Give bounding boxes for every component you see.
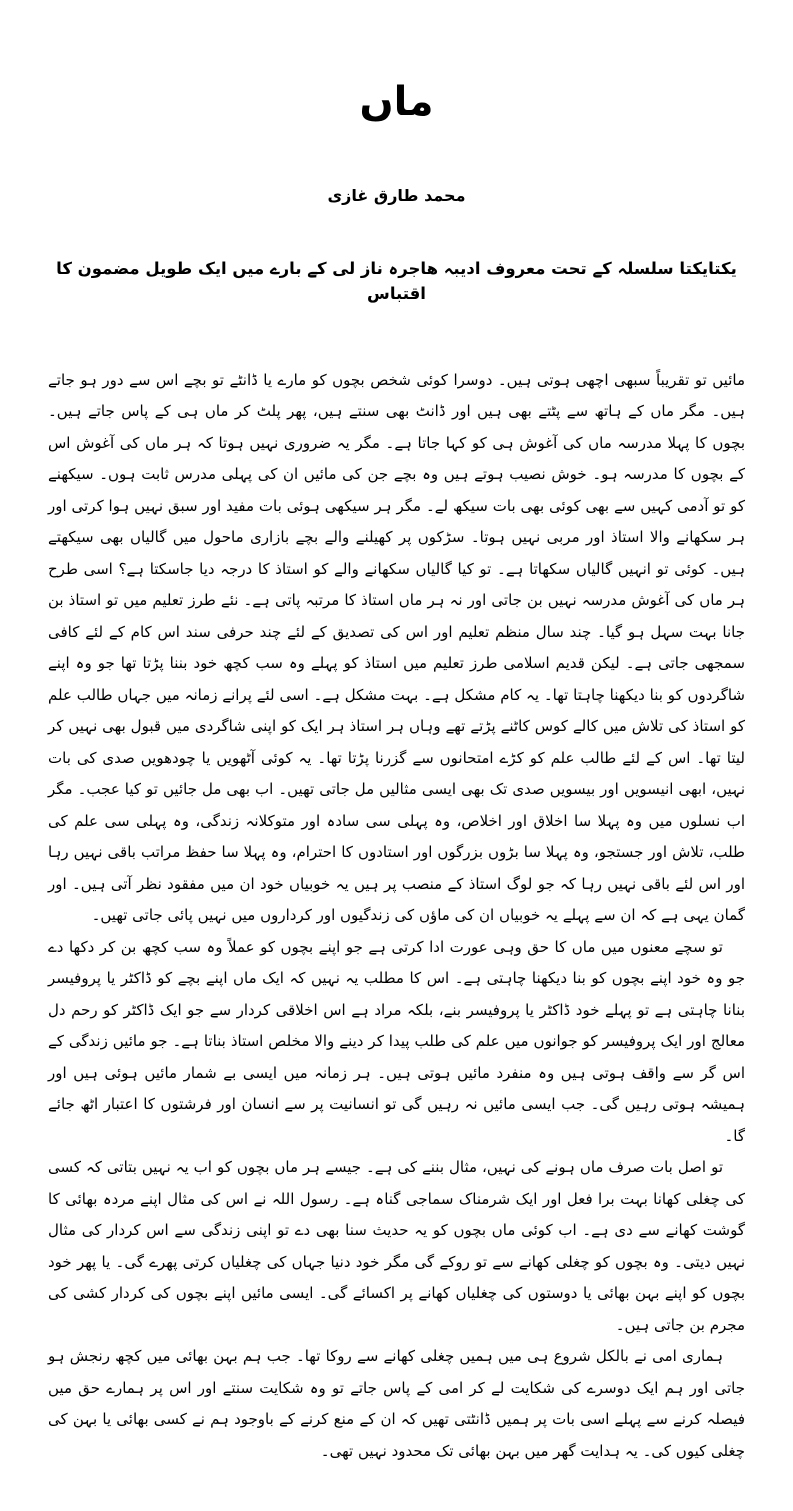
paragraph-2: تو سچے معنوں میں ماں کا حق وہی عورت ادا کرتی ہے جو اپنے بچوں کو عملاً وہ سب کچھ بن کر دکھا دے جو وہ خود اپنے بچوں کو بنا دیکھنا چاہتی ہے۔ اس کا مطلب یہ نہیں کہ ایک ماں اپنے بچے کو ڈاکٹر یا پروفیسر بنانا چاہتی ہے تو پہلے خود ڈاکٹر یا پروفیسر بنے، بلکہ مراد ہے اس اخلاقی کردار سے جو ایک ڈاکٹر کو رحم دل معالج اور ایک پروفیسر کو جوانوں میں علم کی طلب پیدا کر دینے والا مخلص استاذ بناتا ہے۔ جو مائیں زندگی کے اس گر سے واقف ہوتی ہیں وہ منفرد مائیں ہوتی ہیں۔ ہر زمانہ میں ایسی بے شمار مائیں ہوئی ہیں اور ہمیشہ ہوتی رہیں گی۔ جب ایسی مائیں نہ رہیں گی تو انسانیت پر سے انسان اور فرشتوں کا اعتبار اٹھ جائے گا۔ [48,937,745,1145]
paragraph-1: مائیں تو تقریباً سبھی اچھی ہوتی ہیں۔ دوسرا کوئی شخص بچوں کو مارے یا ڈانٹے تو بچے اس سے دور ہو جاتے ہیں۔ مگر ماں کے ہاتھ سے پٹتے بھی ہیں اور ڈانٹ بھی سنتے ہیں، پھر پلٹ کر ماں ہی کے پاس جاتے ہیں۔ بچوں کا پہلا مدرسہ ماں کی آغوش ہی کو کہا جاتا ہے۔ مگر یہ ضروری نہیں ہوتا کہ ہر ماں کی آغوش اس کے بچوں کا مدرسہ ہو۔ خوش نصیب ہوتے ہیں وہ بچے جن کی مائیں ان کی پہلی مدرس ثابت ہوں۔ سیکھنے کو تو آدمی کہیں سے بھی کوئی بھی بات سیکھ لے۔ مگر ہر سیکھی ہوئی بات مفید اور سبق نہیں ہوا کرتی اور ہر سکھانے والا استاذ اور مربی نہیں ہوتا۔ سڑکوں پر کھیلنے والے بچے بازاری ماحول میں گالیاں بھی سیکھتے ہیں۔ کوئی تو انہیں گالیاں سکھاتا ہے۔ تو کیا گالیاں سکھانے والے کو استاذ کا درجہ دیا جاسکتا ہے؟ اسی طرح ہر ماں کی آغوش مدرسہ نہیں بن جاتی اور نہ ہر ماں استاذ کا مرتبہ پاتی ہے۔ نئے طرز تعلیم میں تو استاذ بن جانا بہت سہل ہو گیا۔ چند سال منظم تعلیم اور اس کی تصدیق کے لئے چند حرفی سند اس کام کے لئے کافی سمجھی جاتی ہے۔ لیکن قدیم اسلامی طرز تعلیم میں استاذ کو پہلے وہ سب کچھ خود بننا پڑتا تھا جو وہ اپنے شاگردوں کو بنا دیکھنا چاہتا تھا۔ یہ کام مشکل ہے۔ بہت مشکل ہے۔ اسی لئے پرانے زمانہ میں جہاں طالب علم کو استاذ کی تلاش میں کالے کوس کاٹنے پڑتے تھے وہاں ہر استاذ ہر ایک کو اپنی شاگردی میں قبول بھی نہیں کر لیتا تھا۔ اس کے لئے طالب علم کو کڑے امتحانوں سے گزرنا پڑتا تھا۔ یہ کوئی آٹھویں یا چودھویں صدی کی بات نہیں، ابھی انیسویں اور بیسویں صدی تک بھی ایسی مثالیں مل جاتی تھیں۔ اب بھی مل جائیں تو کیا عجب۔ مگر اب نسلوں میں وہ پہلا سا اخلاق اور اخلاص، وہ پہلی سی سادہ اور متوکلانہ زندگی، وہ پہلی سی علم کی طلب، تلاش اور جستجو، وہ پہلا سا بڑوں بزرگوں اور استادوں کا احترام، وہ پہلا سا حفظ مراتب باقی نہیں رہا اور اس لئے باقی نہیں رہا کہ جو لوگ استاذ کے منصب پر ہیں یہ خوبیاں خود ان میں مفقود نظر آتی ہیں۔ اور گمان یہی ہے کہ ان سے پہلے یہ خوبیاں ان کی ماؤں کی زندگیوں اور کرداروں میں نہیں پائی جاتی تھیں۔ [48,370,745,924]
paragraph-4: ہماری امی نے بالکل شروع ہی میں ہمیں چغلی کھانے سے روکا تھا۔ جب ہم بہن بھائی میں کچھ رنجش ہو جاتی اور ہم ایک دوسرے کی شکایت لے کر امی کے پاس جاتے تو وہ شکایت سنتے اور اس پر ہمارے حق میں فیصلہ کرنے سے پہلے اسی بات پر ہمیں ڈانٹتی تھیں کہ ان کے منع کرنے کے باوجود ہم نے کسی بھائی یا بہن کی چغلی کیوں کی۔ یہ ہدایت گھر میں بہن بھائی تک محدود نہیں تھی۔ [48,1347,745,1460]
subtitle: یکتایکتا سلسلہ کے تحت معروف ادیبہ ھاجرہ ناز لی کے بارے میں ایک طویل مضمون کا اقتباس [56,259,737,303]
page-title: ماں [359,79,434,125]
paragraph-3: تو اصل بات صرف ماں ہونے کی نہیں، مثال بننے کی ہے۔ جیسے ہر ماں بچوں کو اب یہ نہیں بتاتی کہ کسی کی چغلی کھانا بہت برا فعل اور ایک شرمناک سماجی گناہ ہے۔ رسول اللہ نے اس کی مثال اپنے مردہ بھائی کا گوشت کھانے سے دی ہے۔ اب کوئی ماں بچوں کو یہ حدیث سنا بھی دے تو اپنی زندگی سے اس کردار کی مثال نہیں دیتی۔ وہ بچوں کو چغلی کھانے سے تو روکے گی مگر خود دنیا جہاں کی چغلیاں کرتی پھرے گی۔ یا پھر خود بچوں کو اپنے بہن بھائی یا دوستوں کی چغلیاں کھانے پر اکسائے گی۔ ایسی مائیں اپنے بچوں کی کردار کشی کی مجرم بن جاتی ہیں۔ [48,1158,745,1334]
article-body [48,365,745,1468]
author-name: محمد طارق غازی [327,186,466,205]
